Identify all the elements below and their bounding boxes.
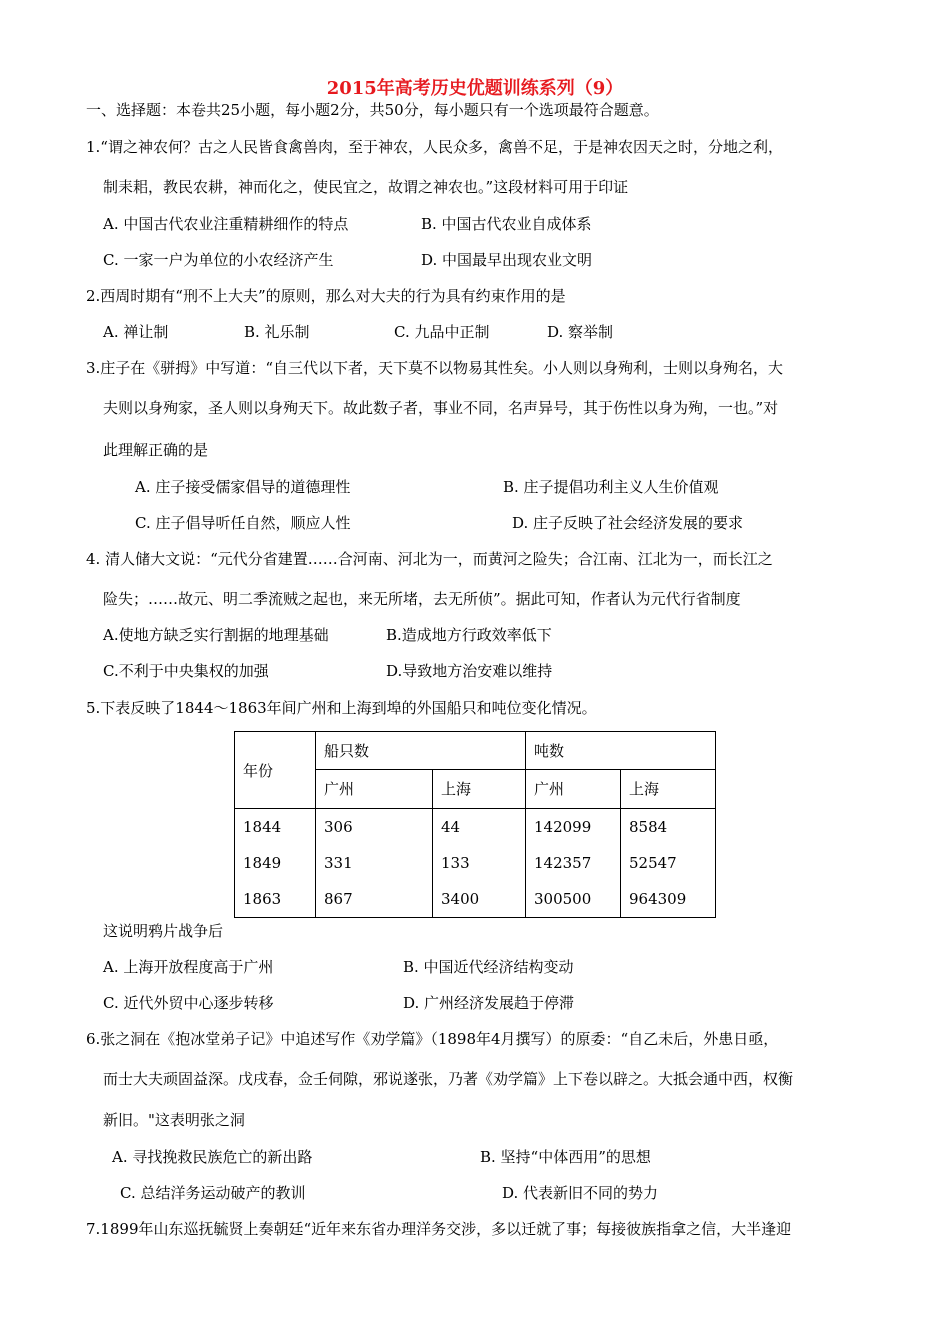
q6-option-c: C. 总结洋务运动破产的教训: [120, 1184, 306, 1202]
q4-option-c: C.不利于中央集权的加强: [103, 662, 269, 680]
q5-data-table: [234, 731, 716, 918]
q3-stem-line-2: 夫则以身殉家，圣人则以身殉天下。故此数子者，事业不同，名声异号，其于伤性以身为殉，一也。”对: [103, 399, 779, 417]
table-header-year: 年份: [235, 732, 316, 809]
q3-stem-line-1: 3.庄子在《骈拇》中写道：“自三代以下者，天下莫不以物易其性矣。小人则以身殉利，士则以身殉名，大: [86, 359, 783, 377]
table-subheader-tons-guangzhou: 广州: [526, 770, 621, 809]
table-cell: 331: [324, 854, 353, 872]
table-col-tons-shanghai: [621, 809, 716, 918]
q1-option-d: D. 中国最早出现农业文明: [421, 251, 593, 269]
q1-stem-line-1: 1.“谓之神农何？古之人民皆食禽兽肉，至于神农，人民众多，禽兽不足，于是神农因天之时，分地之利，: [86, 138, 783, 156]
q2-option-a: A. 禅让制: [103, 323, 169, 341]
table-cell: 867: [324, 890, 353, 908]
table-col-tons-guangzhou: [526, 809, 621, 918]
table-cell: 1849: [243, 854, 282, 872]
q5-option-c: C. 近代外贸中心逐步转移: [103, 994, 274, 1012]
q3-option-c: C. 庄子倡导听任自然，顺应人性: [135, 514, 351, 532]
q6-stem-line-2: 而士大夫顽固益深。戊戌春，佥壬伺隙，邪说遂张，乃著《劝学篇》上下卷以辟之。大抵会通中西，权衡: [103, 1070, 794, 1088]
table-cell: 3400: [441, 890, 480, 908]
table-header-ships: 船只数: [316, 732, 526, 770]
q3-stem-line-3: 此理解正确的是: [103, 441, 209, 459]
table-subheader-tons-shanghai: 上海: [621, 770, 716, 809]
q5-after-text: 这说明鸦片战争后: [103, 922, 224, 940]
q6-option-b: B. 坚持“中体西用”的思想: [480, 1148, 651, 1166]
table-cell: 142099: [534, 818, 592, 836]
table-col-ships-shanghai: [433, 809, 526, 918]
page-title: 2015年高考历史优题训练系列（9）: [326, 78, 624, 99]
table-cell: 1863: [243, 890, 282, 908]
table-cell: 133: [441, 854, 470, 872]
q1-option-b: B. 中国古代农业自成体系: [421, 215, 592, 233]
q5-option-d: D. 广州经济发展趋于停滞: [403, 994, 575, 1012]
q6-option-a: A. 寻找挽救民族危亡的新出路: [112, 1148, 313, 1166]
q5-option-b: B. 中国近代经济结构变动: [403, 958, 574, 976]
table-col-years: [235, 809, 316, 918]
table-header-tons: 吨数: [526, 732, 716, 770]
q4-option-d: D.导致地方治安难以维持: [386, 662, 553, 680]
q2-option-b: B. 礼乐制: [244, 323, 310, 341]
table-subheader-ships-guangzhou: 广州: [316, 770, 433, 809]
q6-stem-line-1: 6.张之洞在《抱冰堂弟子记》中追述写作《劝学篇》（1898年4月撰写）的原委：“自乙未后，外患日亟，: [86, 1030, 779, 1048]
table-cell: 1844: [243, 818, 282, 836]
table-cell: 142357: [534, 854, 592, 872]
q6-option-d: D. 代表新旧不同的势力: [502, 1184, 659, 1202]
q2-stem: 2.西周时期有“刑不上大夫”的原则，那么对大夫的行为具有约束作用的是: [86, 287, 566, 305]
q2-option-c: C. 九品中正制: [394, 323, 490, 341]
table-cell: 8584: [629, 818, 668, 836]
table-cell: 52547: [629, 854, 677, 872]
table-cell: 300500: [534, 890, 592, 908]
q3-option-a: A. 庄子接受儒家倡导的道德理性: [135, 478, 351, 496]
q2-option-d: D. 察举制: [547, 323, 614, 341]
q4-option-b: B.造成地方行政效率低下: [386, 626, 552, 644]
q3-option-d: D. 庄子反映了社会经济发展的要求: [512, 514, 744, 532]
q4-stem-line-2: 险失；……故元、明二季流贼之起也，来无所堵，去无所侦”。据此可知，作者认为元代行省制度: [103, 590, 741, 608]
table-subheader-ships-shanghai: 上海: [433, 770, 526, 809]
q1-option-c: C. 一家一户为单位的小农经济产生: [103, 251, 334, 269]
q5-option-a: A. 上海开放程度高于广州: [103, 958, 274, 976]
q3-option-b: B. 庄子提倡功利主义人生价值观: [503, 478, 719, 496]
table-col-ships-guangzhou: [316, 809, 433, 918]
q7-stem-line-1: 7.1899年山东巡抚毓贤上奏朝廷“近年来东省办理洋务交涉，多以迁就了事；每接彼族指拿之信，大半逢迎: [86, 1220, 792, 1238]
table-cell: 306: [324, 818, 353, 836]
table-cell: 964309: [629, 890, 687, 908]
table-cell: 44: [441, 818, 461, 836]
q1-stem-line-2: 制耒耜，教民农耕，神而化之，使民宜之，故谓之神农也。”这段材料可用于印证: [103, 178, 629, 196]
q1-option-a: A. 中国古代农业注重精耕细作的特点: [103, 215, 349, 233]
q4-option-a: A.使地方缺乏实行割据的地理基础: [103, 626, 329, 644]
section-intro: 一、选择题：本卷共25小题，每小题2分，共50分，每小题只有一个选项最符合题意。: [86, 101, 659, 119]
q6-stem-line-3: 新旧。"这表明张之洞: [103, 1111, 245, 1129]
q4-stem-line-1: 4. 清人储大文说：“元代分省建置……合河南、河北为一，而黄河之险失；合江南、江北为一，而长江之: [86, 550, 773, 568]
q5-stem: 5.下表反映了1844～1863年间广州和上海到埠的外国船只和吨位变化情况。: [86, 699, 597, 717]
